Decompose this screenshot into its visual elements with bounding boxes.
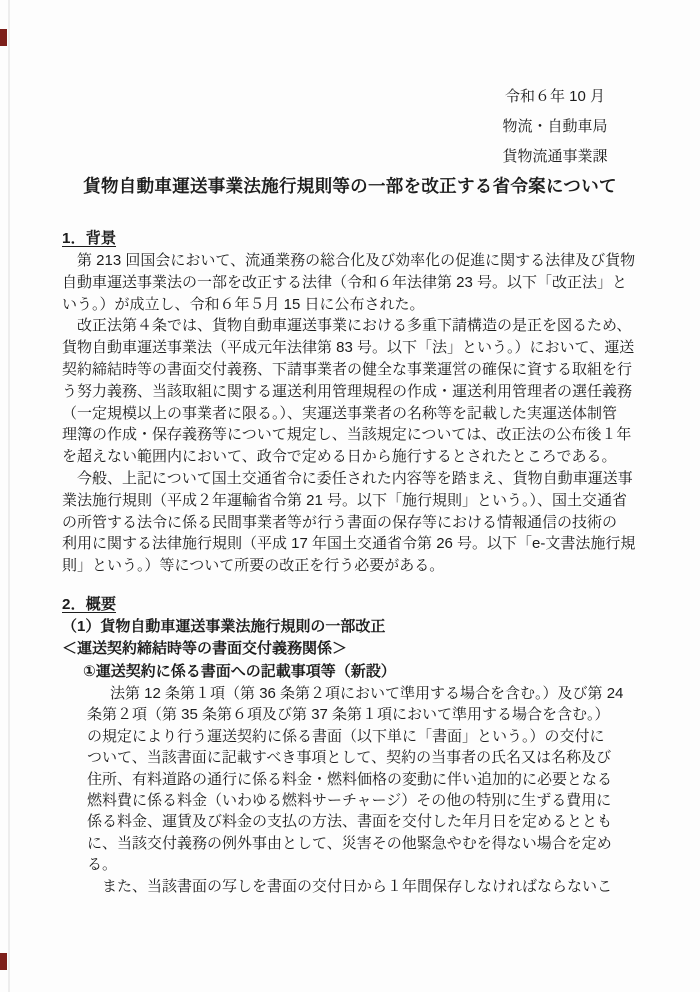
document-date: 令和６年 10 月 [504, 88, 606, 105]
section-background-heading: 1．背景 [62, 230, 117, 247]
overview-paragraph-1 [87, 683, 644, 876]
section-background [62, 228, 644, 577]
page-edge-marker-bottom [0, 953, 7, 970]
overview-item-heading: ①運送契約に係る書面への記載事項等（新設） [83, 662, 396, 680]
overview-subheading-amendment: （1）貨物自動車運送事業法施行規則の一部改正 [62, 618, 386, 635]
text-line: 第 213 回国会において、流通業務の総合化及び効率化の促進に関する法律及び貨物 [62, 252, 636, 269]
text-line: 係る料金、運賃及び料金の支払の方法、書面を交付した年月日を定めるととも [87, 813, 613, 831]
background-paragraph-1 [62, 250, 644, 315]
text-line: の規定により行う運送契約に係る書面（以下単に「書面」という。）の交付に [87, 727, 605, 745]
overview-subheading-obligation: ＜運送契約締結時等の書面交付義務関係＞ [62, 640, 348, 658]
background-paragraph-3 [62, 468, 644, 577]
text-line: また、当該書面の写しを書面の交付日から１年間保存しなければならないこ [87, 877, 613, 895]
overview-paragraph-2 [87, 876, 644, 897]
text-line: 燃料費に係る料金（いわゆる燃料サーチャージ）その他の特別に生ずる費用に [87, 791, 612, 809]
text-line: 則」という。）等について所要の改正を行う必要がある。 [62, 557, 445, 575]
text-line: う努力義務、当該取組に関する運送利用管理規程の作成・運送利用管理者の選任義務 [62, 382, 633, 400]
document-division: 貨物流通事業課 [502, 148, 608, 165]
text-line: 自動車運送事業法の一部を改正する法律（令和６年法律第 23 号。以下「改正法」と [62, 273, 628, 291]
text-line: に、当該交付義務の例外事由として、災害その他緊急やむを得ない場合を定め [87, 834, 612, 852]
text-line: 法第 12 条第１項（第 36 条第２項において準用する場合を含む。）及び第 24 [95, 684, 624, 702]
text-line: 契約締結時等の書面交付義務、下請事業者の健全な事業運営の確保に資する取組を行 [62, 360, 633, 378]
section-overview-heading: 2．概要 [62, 596, 117, 613]
text-line: を超えない範囲内において、政令で定める日から施行するとされたところである。 [62, 448, 617, 466]
text-line: 利用に関する法律施行規則（平成 17 年国土交通省令第 26 号。以下「e-文書法施行規 [62, 535, 636, 553]
section-overview [62, 594, 644, 897]
page-edge-marker-top [0, 29, 7, 46]
text-line: 理簿の作成・保存義務等について規定し、当該規定については、改正法の公布後１年 [62, 426, 632, 444]
text-line: 条第２項（第 35 条第６項及び第 37 条第１項において準用する場合を含む。） [87, 706, 610, 724]
document-header [470, 82, 640, 172]
text-line: 貨物自動車運送事業法（平成元年法律第 83 号。以下「法」という。）において、運送 [62, 339, 635, 357]
document-title: 貨物自動車運送事業法施行規則等の一部を改正する省令案について [83, 176, 617, 196]
text-line: ついて、当該書面に記載すべき事項として、契約の当事者の氏名又は名称及び [87, 749, 612, 767]
text-line: る。 [87, 856, 118, 874]
text-line: 住所、有料道路の通行に係る料金・燃料価格の変動に伴い追加的に必要となる [87, 770, 613, 788]
text-line: 今般、上記について国土交通省令に委任された内容等を踏まえ、貨物自動車運送事 [62, 469, 633, 487]
text-line: （一定規模以上の事業者に限る。）、実運送事業者の名称等を記載した実運送体制管 [62, 404, 618, 422]
background-paragraph-2 [62, 315, 644, 468]
page-left-edge-line [8, 0, 10, 992]
text-line: 改正法第４条では、貨物自動車運送事業における多重下請構造の是正を図るため、 [62, 317, 632, 335]
text-line: いう。）が成立し、令和６年５月 15 日に公布された。 [62, 295, 425, 313]
text-line: 業法施行規則（平成２年運輸省令第 21 号。以下「施行規則」という。）、国土交通省 [62, 491, 628, 509]
document-bureau: 物流・自動車局 [502, 118, 608, 135]
text-line: の所管する法令に係る民間事業者等が行う書面の保存等における情報通信の技術の [62, 513, 618, 531]
